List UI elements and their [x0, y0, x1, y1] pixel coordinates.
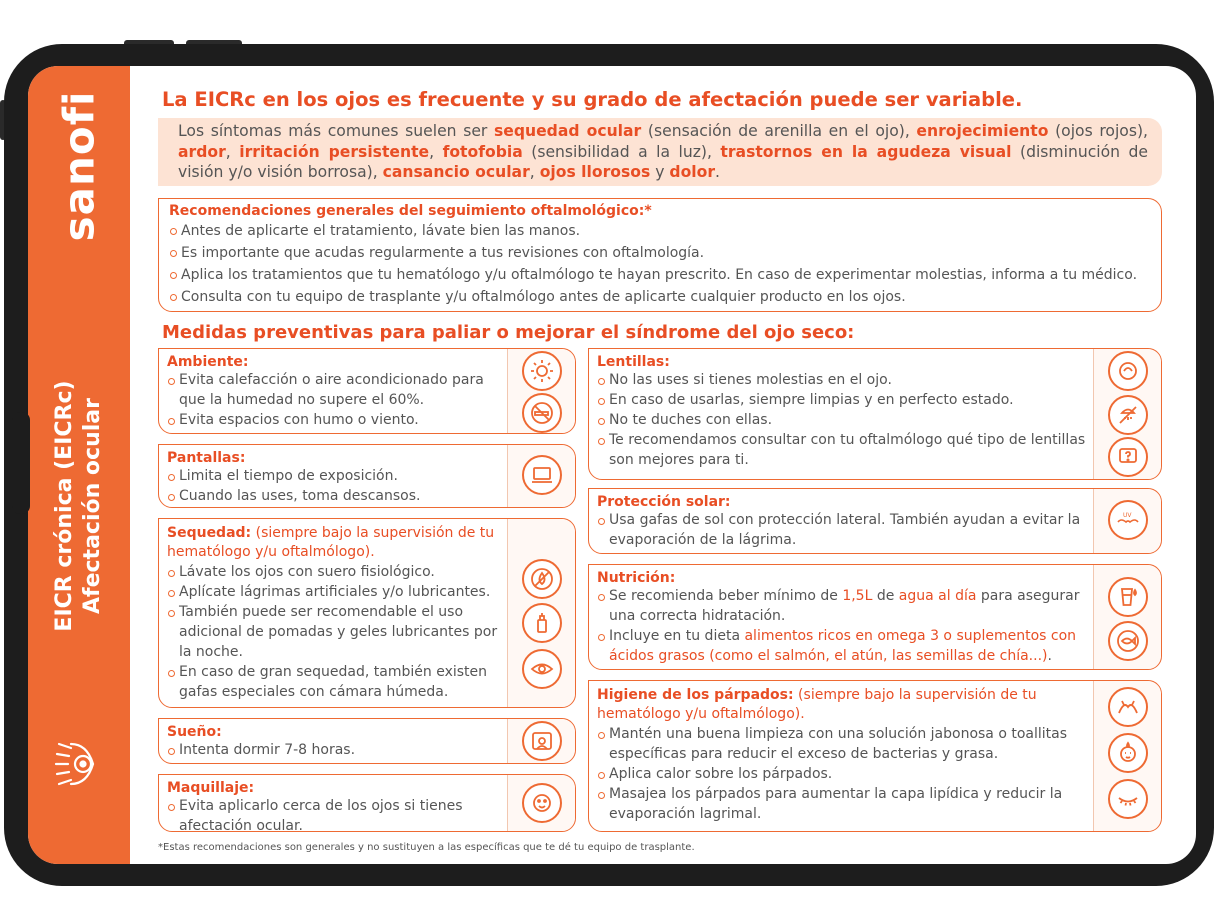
- nutrition-text: Incluye en tu dieta: [609, 628, 745, 644]
- symptom-highlight: fotofobia: [442, 142, 523, 161]
- intro-text: .: [715, 163, 721, 181]
- list-item: [597, 626, 1091, 666]
- recommendations-list: [169, 220, 1151, 308]
- card-list: [167, 562, 503, 702]
- intro-text: y: [650, 163, 670, 181]
- sleep-icon: [522, 721, 562, 761]
- nutrition-text: Se recomienda beber mínimo de: [609, 588, 843, 604]
- list-item: Te recomendamos consultar con tu oftalmólogo qué tipo de lentillas son mejores para ti.: [597, 430, 1091, 470]
- list-item: Aplica calor sobre los párpados.: [597, 764, 1091, 784]
- card-list: [597, 370, 1091, 470]
- card-list: [167, 466, 503, 506]
- card-title: Protección solar:: [597, 494, 731, 510]
- fish-icon: [1108, 621, 1148, 661]
- list-item: Mantén una buena limpieza con una solución jabonosa o toallitas específicas para reducir el exceso de bacterias y grasa.: [597, 724, 1091, 764]
- card-title-note: (siempre bajo la supervisión de tu hematólogo y/u oftalmólogo).: [167, 525, 495, 560]
- card-higiene-parpados: [588, 680, 1162, 832]
- intro-text: (disminución de visión y/o visión borrosa),: [178, 142, 1149, 181]
- nutrition-text: .: [1047, 648, 1052, 664]
- card-title: Nutrición:: [597, 570, 676, 586]
- sun-icon: [522, 351, 562, 391]
- list-item: Intenta dormir 7-8 horas.: [167, 740, 503, 760]
- icon-column: [1093, 349, 1161, 479]
- sidebar-title-line1: EICR crónica (EICRc): [52, 380, 77, 632]
- camera-notch: [12, 412, 30, 514]
- icon-column: [1093, 489, 1161, 553]
- list-item: Lávate los ojos con suero fisiológico.: [167, 562, 503, 582]
- icon-column: [507, 519, 575, 707]
- svg-text:UV: UV: [1122, 512, 1131, 519]
- card-maquillaje: [158, 774, 576, 832]
- symptom-highlight: sequedad ocular: [493, 122, 642, 140]
- list-item: Usa gafas de sol con protección lateral. También ayudan a evitar la evaporación de la lágrima.: [597, 510, 1091, 550]
- contact-lens-icon: [1108, 351, 1148, 391]
- symptom-highlight: irritación persistente: [239, 142, 430, 161]
- eye-icon: [53, 734, 103, 794]
- tablet-frame: [4, 44, 1214, 886]
- symptom-highlight: cansancio ocular: [382, 163, 530, 181]
- symptom-highlight: enrojecimiento: [916, 122, 1049, 140]
- symptoms-intro: [158, 118, 1162, 186]
- card-lentillas: [588, 348, 1162, 480]
- card-list: [597, 510, 1091, 550]
- intro-text: (sensibilidad a la luz),: [522, 142, 721, 161]
- list-item: Limita el tiempo de exposición.: [167, 466, 503, 486]
- intro-text: (ojos rojos),: [1048, 122, 1148, 140]
- icon-column: [1093, 565, 1161, 669]
- water-glass-icon: [1108, 577, 1148, 617]
- icon-column: [1093, 681, 1161, 831]
- eyelid-massage-icon: [1108, 687, 1148, 727]
- list-item: También puede ser recomendable el uso adicional de pomadas y geles lubricantes por la noche.: [167, 602, 503, 662]
- card-list: [597, 586, 1091, 666]
- card-pantallas: [158, 444, 576, 508]
- list-item: Cuando las uses, toma descansos.: [167, 486, 503, 506]
- no-drop-icon: [522, 559, 562, 599]
- sidebar-title-line2: Afectación ocular: [80, 398, 105, 615]
- card-title-main: Higiene de los párpados:: [597, 687, 794, 703]
- card-title: Pantallas:: [167, 450, 246, 466]
- icon-column: [507, 719, 575, 763]
- nutrition-text: para asegurar una correcta hidratación.: [609, 588, 1080, 624]
- card-title-main: Sequedad:: [167, 525, 252, 541]
- card-nutricion: [588, 564, 1162, 670]
- nutrition-highlight: agua al día: [898, 588, 977, 604]
- symptom-highlight: trastornos en la agudeza visual: [720, 142, 1012, 161]
- symptom-highlight: dolor: [669, 163, 716, 181]
- sanofi-logo: sanofi: [54, 90, 104, 242]
- card-title: [167, 524, 503, 562]
- tablet-screen: [28, 66, 1196, 864]
- sidebar: [28, 66, 130, 864]
- symptom-highlight: ojos llorosos: [539, 163, 651, 181]
- list-item: En caso de usarlas, siempre limpias y en perfecto estado.: [597, 390, 1091, 410]
- face-clean-icon: [1108, 733, 1148, 773]
- intro-text: ,: [429, 142, 443, 161]
- card-proteccion-solar: [588, 488, 1162, 554]
- list-item: No las uses si tienes molestias en el ojo.: [597, 370, 1091, 390]
- main-content: [130, 66, 1196, 864]
- list-item: Aplícate lágrimas artificiales y/o lubricantes.: [167, 582, 503, 602]
- icon-column: [507, 349, 575, 433]
- list-item: Evita aplicarlo cerca de los ojos si tienes afectación ocular.: [167, 796, 503, 836]
- footnote: *Estas recomendaciones son generales y no sustituyen a las específicas que te dé tu equipo de trasplante.: [158, 842, 695, 853]
- recommendations-title: Recomendaciones generales del seguimiento oftalmológico:*: [169, 203, 652, 219]
- laptop-icon: [522, 455, 562, 495]
- card-title: Sueño:: [167, 724, 222, 740]
- list-item: Es importante que acudas regularmente a tus revisiones con oftalmología.: [169, 242, 1151, 264]
- list-item: Evita calefacción o aire acondicionado para que la humedad no supere el 60%.: [167, 370, 503, 410]
- card-title: [597, 686, 1091, 724]
- eye-drops-icon: [522, 603, 562, 643]
- card-title: Ambiente:: [167, 354, 249, 370]
- card-ambiente: [158, 348, 576, 434]
- list-item: Aplica los tratamientos que tu hematólogo y/u oftalmólogo te hayan prescrito. En caso de experimentar molestias, informa a tu médico.: [169, 264, 1151, 286]
- list-item: Antes de aplicarte el tratamiento, lávate bien las manos.: [169, 220, 1151, 242]
- page-title: La EICRc en los ojos es frecuente y su grado de afectación puede ser variable.: [162, 88, 1023, 111]
- list-item: En caso de gran sequedad, también existen gafas especiales con cámara húmeda.: [167, 662, 503, 702]
- intro-text: Los síntomas más comunes suelen ser: [178, 122, 494, 140]
- intro-text: ,: [225, 142, 240, 161]
- general-recommendations: [158, 198, 1162, 312]
- moist-eye-icon: [522, 649, 562, 689]
- nutrition-highlight: 1,5L: [842, 588, 873, 604]
- card-list: [167, 796, 503, 836]
- no-smoking-icon: [522, 393, 562, 433]
- makeup-face-icon: [522, 783, 562, 823]
- card-sueno: [158, 718, 576, 764]
- nutrition-highlight: alimentos ricos en omega 3 o suplementos con ácidos grasos (como el salmón, el atún, las semillas de chía...): [609, 628, 1077, 664]
- closed-eye-icon: [1108, 779, 1148, 819]
- icon-column: [507, 445, 575, 507]
- question-icon: [1108, 437, 1148, 477]
- list-item: Masajea los párpados para aumentar la capa lipídica y reducir la evaporación lagrimal.: [597, 784, 1091, 824]
- card-title: Lentillas:: [597, 354, 670, 370]
- list-item: Consulta con tu equipo de trasplante y/u oftalmólogo antes de aplicarte cualquier producto en los ojos.: [169, 286, 1151, 308]
- intro-text: (sensación de arenilla en el ojo),: [641, 122, 917, 140]
- list-item: Evita espacios con humo o viento.: [167, 410, 503, 430]
- nutrition-text: de: [872, 588, 899, 604]
- measures-title: Medidas preventivas para paliar o mejorar el síndrome del ojo seco:: [162, 322, 855, 343]
- no-shower-icon: [1108, 395, 1148, 435]
- card-title-note: (siempre bajo la supervisión de tu hematólogo y/u oftalmólogo).: [597, 687, 1037, 722]
- uv-glasses-icon: [1108, 500, 1148, 540]
- list-item: No te duches con ellas.: [597, 410, 1091, 430]
- card-list: [167, 370, 503, 430]
- icon-column: [507, 775, 575, 831]
- card-list: [597, 724, 1091, 824]
- sidebar-title: [51, 380, 107, 631]
- card-sequedad: [158, 518, 576, 708]
- card-list: [167, 740, 503, 760]
- intro-text: ,: [529, 163, 540, 181]
- symptom-highlight: ardor: [178, 142, 226, 161]
- list-item: [597, 586, 1091, 626]
- card-title: Maquillaje:: [167, 780, 255, 796]
